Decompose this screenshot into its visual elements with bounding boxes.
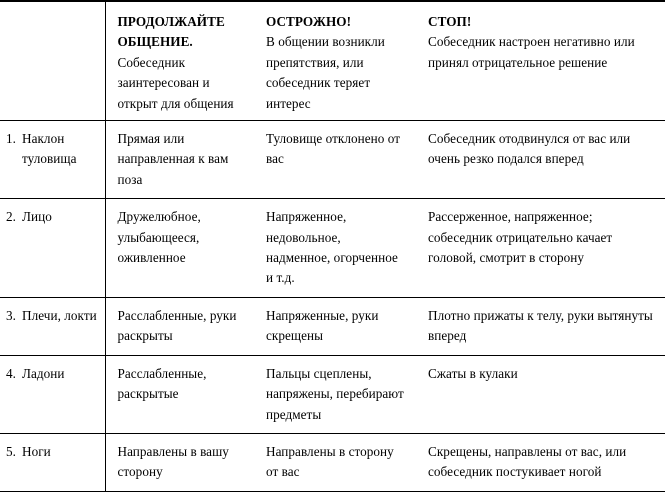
row-stop-text: Рассерженное, напряженное; собеседник отрицательно качает головой, смотрит в сторону [428,209,613,266]
row-caution-text: Пальцы сцеплены, напряжены, перебирают предметы [266,365,404,422]
table-row [0,199,665,298]
header-continue-description: Собеседник заинтересован и открыт для общения [117,54,234,111]
row-number: 2. [6,209,16,225]
row-number-cell [0,355,22,433]
row-name: Ладони [22,365,65,381]
row-caution-cell [254,355,416,433]
row-number: 1. [6,131,16,147]
row-continue-cell [105,433,254,491]
row-caution-cell [254,433,416,491]
row-stop-text: Сжаты в кулаки [428,365,518,381]
header-caution-description: В общении возникли препятствия, или собеседник теряет интерес [266,34,385,111]
row-caution-text: Туловище отклонено от вас [266,131,401,167]
row-continue-text: Направлены в вашу сторону [117,443,229,480]
row-continue-cell [105,121,254,199]
row-stop-text: Скрещены, направлены от вас, или собеседник постукивает ногой [428,443,627,480]
header-caution-title: ОСТРОЖНО! [266,14,352,29]
header-column-stop [416,1,665,121]
header-label-name [22,2,105,18]
row-caution-cell [254,297,416,355]
row-stop-text: Собеседник отодвинулся от вас или очень резко подался вперед [428,131,631,167]
header-column-continue [105,1,254,121]
row-name: Плечи, локти [22,307,97,323]
row-name-cell [22,199,105,298]
row-number-cell [0,433,22,491]
row-name: Наклон туловища [22,131,77,167]
row-caution-text: Напряженное, недовольное, надменное, огорченное и т.д. [266,209,398,286]
header-stop-description: Собеседник настроен негативно или принял отрицательное решение [428,34,635,70]
row-stop-text: Плотно прижаты к телу, руки вытянуты вперед [428,307,653,344]
row-continue-cell [105,199,254,298]
bottom-rule-cell [416,491,665,492]
row-name: Лицо [22,209,52,225]
row-name-cell [22,121,105,199]
row-continue-cell [105,297,254,355]
row-continue-text: Расслабленные, раскрытые [117,365,207,402]
row-stop-cell [416,121,665,199]
header-continue-title: ПРОДОЛЖАЙТЕ ОБЩЕНИЕ. [117,14,225,50]
row-stop-cell [416,433,665,491]
header-label-number [0,2,22,18]
row-caution-cell [254,199,416,298]
header-stop-title: СТОП! [428,14,472,29]
row-stop-cell [416,199,665,298]
table-bottom-rule [0,491,665,492]
bottom-rule-cell [105,491,254,492]
row-continue-cell [105,355,254,433]
row-number: 3. [6,307,16,323]
bottom-rule-cell [0,491,22,492]
row-caution-text: Напряженные, руки скрещены [266,307,379,344]
row-number: 4. [6,365,16,381]
row-continue-text: Расслабленные, руки раскрыты [117,307,237,344]
table-row [0,121,665,199]
bottom-rule-cell [254,491,416,492]
row-number-cell [0,199,22,298]
row-number-cell [0,297,22,355]
table-row [0,297,665,355]
header-label-name-cell [22,1,105,121]
table-row [0,433,665,491]
row-stop-cell [416,297,665,355]
row-continue-text: Прямая или направленная к вам поза [117,131,229,187]
row-caution-text: Направлены в сторону от вас [266,443,394,480]
bottom-rule-cell [22,491,105,492]
row-name: Ноги [22,443,51,459]
header-label-number-cell [0,1,22,121]
table-row [0,355,665,433]
row-number: 5. [6,443,16,459]
row-caution-cell [254,121,416,199]
row-stop-cell [416,355,665,433]
row-name-cell [22,355,105,433]
header-column-caution [254,1,416,121]
row-name-cell [22,433,105,491]
table-header-row [0,1,665,121]
row-continue-text: Дружелюбное, улыбающееся, оживленное [117,209,201,266]
row-name-cell [22,297,105,355]
row-number-cell [0,121,22,199]
